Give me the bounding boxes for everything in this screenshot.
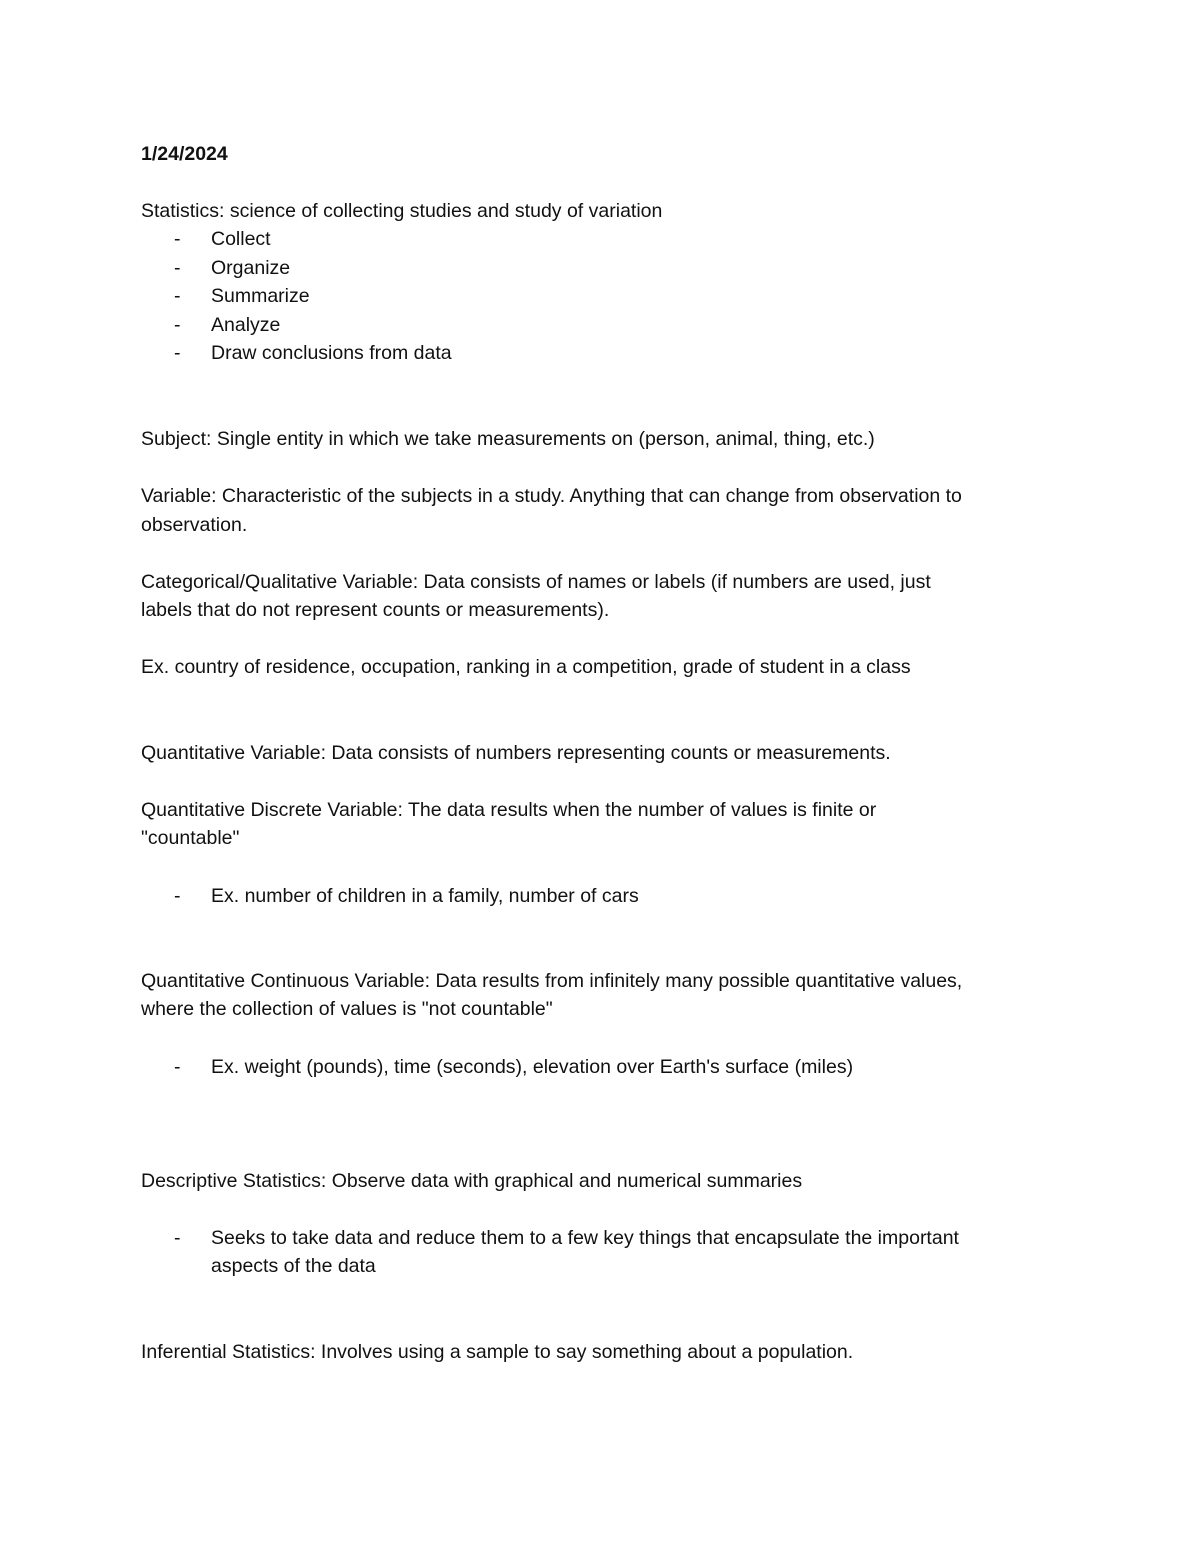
descriptive-note-line2: aspects of the data xyxy=(211,1255,376,1277)
note-date: 1/24/2024 xyxy=(141,143,228,165)
categorical-definition-line1: Categorical/Qualitative Variable: Data consists of names or labels (if numbers are used, just xyxy=(141,571,931,593)
continuous-definition-line2: where the collection of values is "not countable" xyxy=(141,998,553,1020)
categorical-definition-line2: labels that do not represent counts or measurements). xyxy=(141,599,610,621)
bullet-dash: - xyxy=(174,228,181,250)
list-item-organize: Organize xyxy=(211,257,291,279)
bullet-dash: - xyxy=(174,342,181,364)
inferential-definition: Inferential Statistics: Involves using a sample to say something about a population. xyxy=(141,1341,854,1363)
bullet-dash: - xyxy=(174,1227,181,1249)
discrete-definition-line1: Quantitative Discrete Variable: The data results when the number of values is finite or xyxy=(141,799,877,821)
categorical-example: Ex. country of residence, occupation, ranking in a competition, grade of student in a class xyxy=(141,656,911,678)
descriptive-definition: Descriptive Statistics: Observe data with graphical and numerical summaries xyxy=(141,1170,803,1192)
discrete-example: Ex. number of children in a family, number of cars xyxy=(211,885,639,907)
continuous-example: Ex. weight (pounds), time (seconds), elevation over Earth's surface (miles) xyxy=(211,1056,854,1078)
bullet-dash: - xyxy=(174,1056,181,1078)
descriptive-note-line1: Seeks to take data and reduce them to a few key things that encapsulate the important xyxy=(211,1227,959,1249)
subject-definition: Subject: Single entity in which we take measurements on (person, animal, thing, etc.) xyxy=(141,428,875,450)
list-item-collect: Collect xyxy=(211,228,271,250)
variable-definition-line2: observation. xyxy=(141,514,248,536)
continuous-definition-line1: Quantitative Continuous Variable: Data results from infinitely many possible quantitative values, xyxy=(141,970,963,992)
bullet-dash: - xyxy=(174,257,181,279)
list-item-draw-conclusions: Draw conclusions from data xyxy=(211,342,452,364)
list-item-analyze: Analyze xyxy=(211,314,281,336)
bullet-dash: - xyxy=(174,314,181,336)
list-item-summarize: Summarize xyxy=(211,285,310,307)
discrete-definition-line2: "countable" xyxy=(141,827,240,849)
bullet-dash: - xyxy=(174,885,181,907)
bullet-dash: - xyxy=(174,285,181,307)
variable-definition-line1: Variable: Characteristic of the subjects in a study. Anything that can change from observation to xyxy=(141,485,962,507)
quantitative-definition: Quantitative Variable: Data consists of numbers representing counts or measurements. xyxy=(141,742,891,764)
statistics-definition: Statistics: science of collecting studies and study of variation xyxy=(141,200,663,222)
